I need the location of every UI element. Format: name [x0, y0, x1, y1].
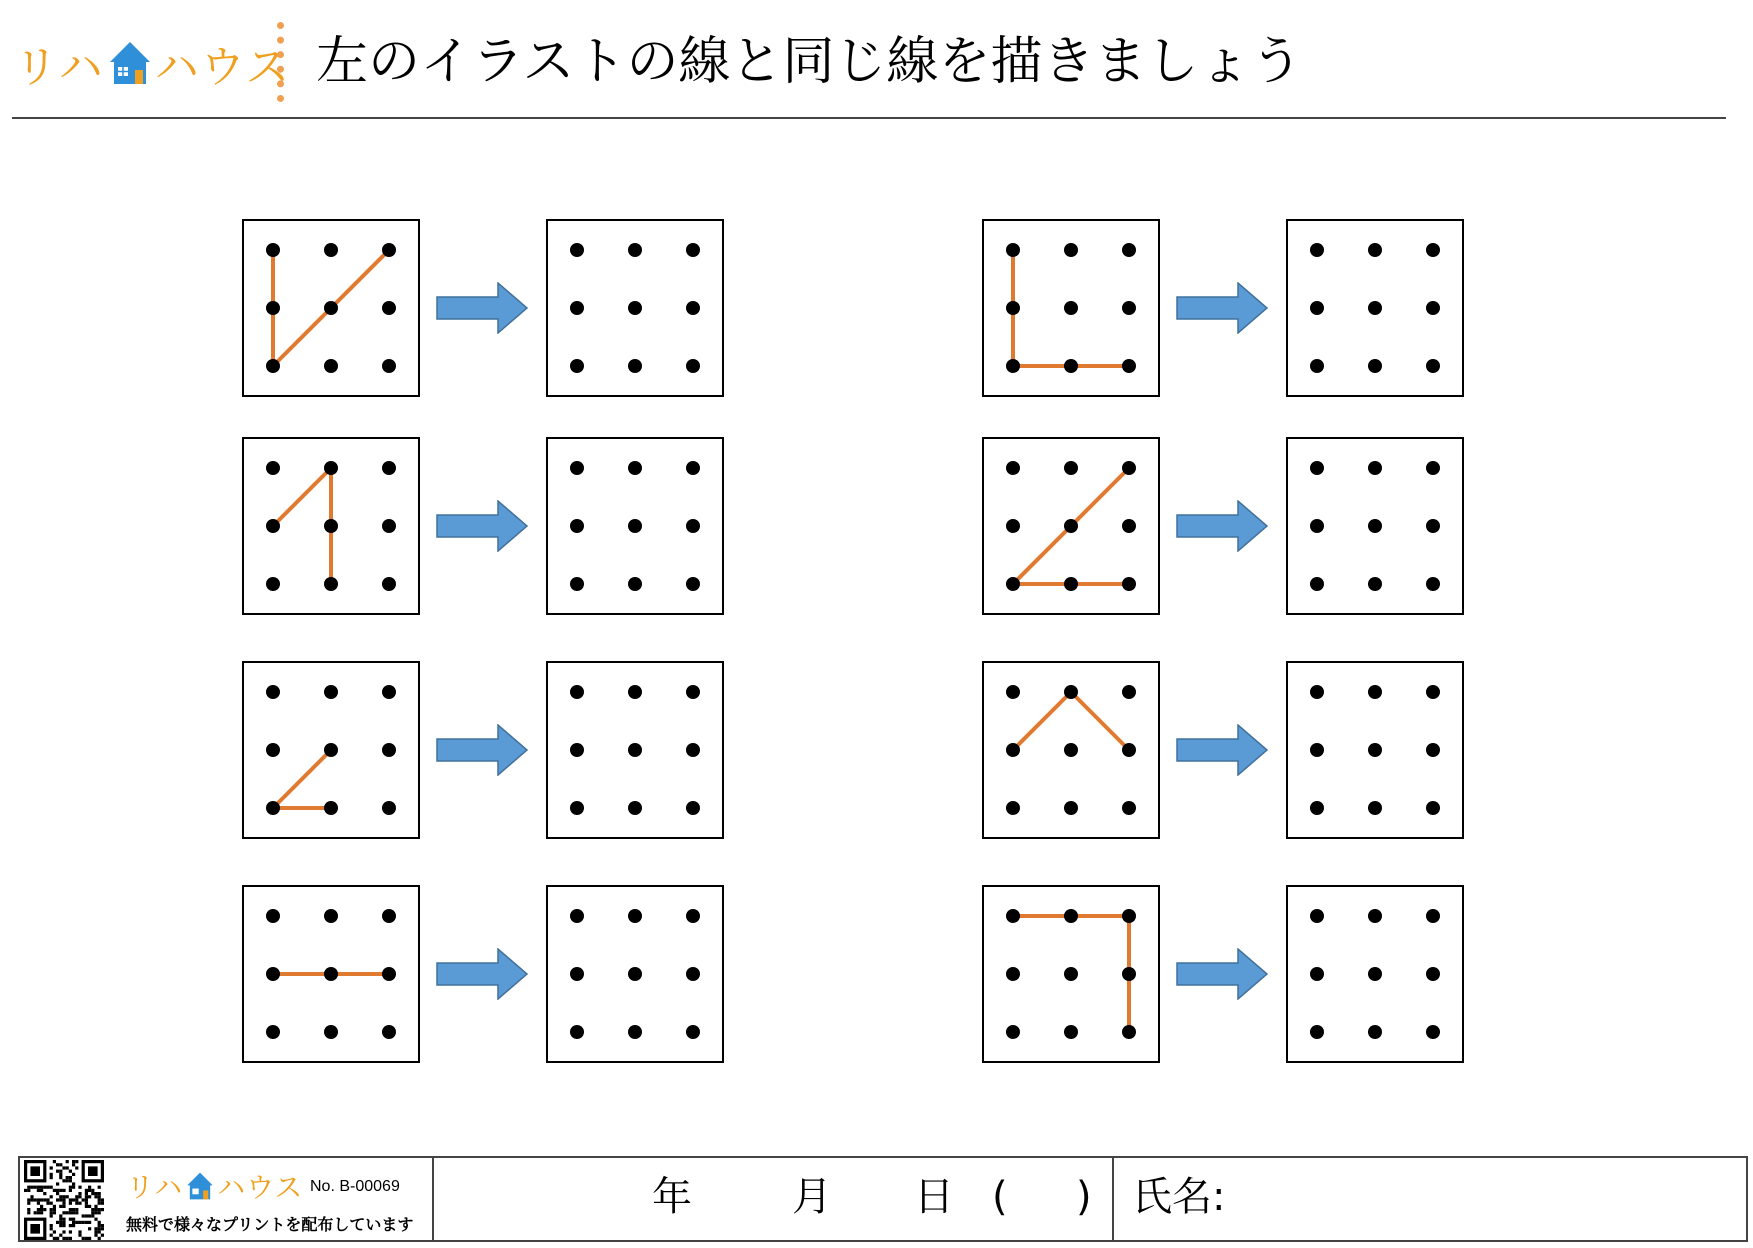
grid-dot [628, 801, 642, 815]
grid-dot [1368, 801, 1382, 815]
grid-dot [324, 909, 338, 923]
grid-dot [1122, 1025, 1136, 1039]
grid-dot [570, 359, 584, 373]
grid-dot [686, 743, 700, 757]
grid-dot [1426, 461, 1440, 475]
grid-dot [686, 685, 700, 699]
grid-dot [1122, 461, 1136, 475]
grid-dot [1064, 519, 1078, 533]
grid-dot [1006, 801, 1020, 815]
practice-grid-6[interactable] [1286, 437, 1464, 615]
grid-dot [570, 577, 584, 591]
grid-dot [1064, 685, 1078, 699]
grid-dot [628, 359, 642, 373]
grid-dot [570, 909, 584, 923]
grid-dot [570, 243, 584, 257]
grid-dot [686, 909, 700, 923]
example-grid-8 [982, 885, 1160, 1063]
grid-dot [1064, 1025, 1078, 1039]
grid-dot [1310, 301, 1324, 315]
grid-dot [628, 967, 642, 981]
grid-dot [1368, 1025, 1382, 1039]
grid-dot [628, 685, 642, 699]
right-arrow-icon [436, 282, 528, 334]
grid-dot [324, 461, 338, 475]
grid-dot [570, 461, 584, 475]
grid-dot [1310, 519, 1324, 533]
grid-dot [266, 967, 280, 981]
right-arrow-icon [1176, 282, 1268, 334]
grid-dot [266, 801, 280, 815]
grid-dot [1122, 359, 1136, 373]
grid-dot [1122, 519, 1136, 533]
right-arrow-icon [1176, 724, 1268, 776]
grid-dot [266, 685, 280, 699]
grid-dot [628, 243, 642, 257]
grid-dot [382, 1025, 396, 1039]
grid-dot [1122, 577, 1136, 591]
grid-dot [1368, 359, 1382, 373]
grid-dot [1310, 801, 1324, 815]
grid-dot [1310, 743, 1324, 757]
grid-dot [570, 1025, 584, 1039]
grid-dot [1368, 243, 1382, 257]
qr-code-icon[interactable] [24, 1160, 118, 1240]
practice-grid-3[interactable] [546, 661, 724, 839]
grid-dot [324, 685, 338, 699]
grid-dot [382, 743, 396, 757]
footer-logo-text-right: ハウス [217, 1171, 304, 1204]
practice-grid-1[interactable] [546, 219, 724, 397]
footer-logo[interactable] [126, 1166, 303, 1206]
grid-dot [1368, 577, 1382, 591]
grid-dot [266, 461, 280, 475]
grid-dot [1006, 577, 1020, 591]
grid-dot [1122, 743, 1136, 757]
grid-dot [1122, 243, 1136, 257]
grid-dot [324, 243, 338, 257]
grid-dot [382, 519, 396, 533]
grid-dot [686, 243, 700, 257]
grid-dot [1006, 743, 1020, 757]
grid-dot [686, 301, 700, 315]
grid-dot [324, 519, 338, 533]
grid-dot [1064, 301, 1078, 315]
grid-dot [1006, 359, 1020, 373]
grid-dot [1368, 301, 1382, 315]
grid-dot [324, 967, 338, 981]
guide-line [1013, 692, 1071, 750]
example-grid-7 [982, 661, 1160, 839]
grid-dot [382, 461, 396, 475]
day-label: 日 [914, 1174, 954, 1220]
grid-dot [628, 1025, 642, 1039]
grid-dot [1122, 685, 1136, 699]
grid-dot [1064, 577, 1078, 591]
grid-dot [1426, 359, 1440, 373]
guide-line [273, 468, 331, 526]
grid-dot [570, 685, 584, 699]
grid-dot [1064, 359, 1078, 373]
grid-dot [1064, 743, 1078, 757]
grid-dot [1368, 743, 1382, 757]
grid-dot [628, 301, 642, 315]
grid-dot [382, 243, 396, 257]
grid-dot [1310, 243, 1324, 257]
example-grid-3 [242, 661, 420, 839]
right-arrow-icon [436, 948, 528, 1000]
grid-dot [324, 1025, 338, 1039]
grid-dot [1426, 577, 1440, 591]
year-label: 年 [652, 1174, 692, 1220]
grid-dot [1006, 301, 1020, 315]
grid-dot [686, 967, 700, 981]
grid-dot [686, 801, 700, 815]
grid-dot [324, 743, 338, 757]
grid-dot [1426, 909, 1440, 923]
grid-dot [382, 685, 396, 699]
grid-dot [382, 801, 396, 815]
grid-dot [1310, 359, 1324, 373]
grid-dot [266, 577, 280, 591]
grid-dot [1006, 1025, 1020, 1039]
right-arrow-icon [436, 500, 528, 552]
grid-dot [1368, 967, 1382, 981]
weekday-close-paren: ) [1076, 1174, 1092, 1220]
grid-dot [686, 577, 700, 591]
grid-dot [324, 359, 338, 373]
grid-dot [266, 909, 280, 923]
grid-dot [1122, 967, 1136, 981]
grid-dot [1006, 909, 1020, 923]
grid-dot [1006, 967, 1020, 981]
grid-dot [570, 801, 584, 815]
grid-dot [1006, 519, 1020, 533]
grid-dot [1426, 967, 1440, 981]
grid-dot [1310, 967, 1324, 981]
grid-dot [324, 577, 338, 591]
date-field [432, 1158, 1114, 1240]
practice-grid-7[interactable] [1286, 661, 1464, 839]
grid-dot [570, 301, 584, 315]
grid-dot [1122, 801, 1136, 815]
grid-dot [1064, 461, 1078, 475]
month-label: 月 [792, 1174, 832, 1220]
grid-dot [1426, 301, 1440, 315]
example-grid-4 [242, 885, 420, 1063]
document-number: No. B-00069 [310, 1178, 400, 1195]
grid-dot [686, 359, 700, 373]
grid-dot [1368, 519, 1382, 533]
grid-dot [628, 743, 642, 757]
example-grid-5 [982, 219, 1160, 397]
grid-dot [1426, 685, 1440, 699]
grid-dot [1426, 519, 1440, 533]
weekday-open-paren: ( [992, 1174, 1008, 1220]
right-arrow-icon [1176, 500, 1268, 552]
footer-branding [20, 1158, 434, 1240]
example-grid-6 [982, 437, 1160, 615]
grid-dot [382, 577, 396, 591]
footer [18, 1156, 1748, 1242]
grid-dot [1426, 243, 1440, 257]
grid-dot [1064, 243, 1078, 257]
grid-dot [324, 801, 338, 815]
grid-dot [1122, 301, 1136, 315]
grid-dot [570, 743, 584, 757]
grid-dot [1368, 461, 1382, 475]
grid-dot [1310, 577, 1324, 591]
grid-dot [1310, 909, 1324, 923]
grid-dot [382, 909, 396, 923]
example-grid-2 [242, 437, 420, 615]
logo-text-left: リハ [14, 42, 105, 93]
grid-dot [1310, 461, 1324, 475]
grid-dot [570, 967, 584, 981]
guide-line [1071, 692, 1129, 750]
grid-dot [1122, 909, 1136, 923]
grid-dot [1368, 685, 1382, 699]
right-arrow-icon [1176, 948, 1268, 1000]
grid-dot [266, 519, 280, 533]
grid-dot [628, 461, 642, 475]
logo-text-right: ハウス [154, 42, 292, 93]
grid-dot [686, 461, 700, 475]
example-grid-1 [242, 219, 420, 397]
grid-dot [382, 301, 396, 315]
grid-dot [1426, 801, 1440, 815]
grid-dot [1426, 743, 1440, 757]
grid-dot [382, 967, 396, 981]
grid-dot [266, 243, 280, 257]
grid-dot [266, 301, 280, 315]
grid-dot [1064, 909, 1078, 923]
page-title: 左のイラストの線と同じ線を描きましょう [316, 32, 1303, 92]
grid-dot [324, 301, 338, 315]
right-arrow-icon [436, 724, 528, 776]
guide-line [273, 750, 331, 808]
practice-grid-8[interactable] [1286, 885, 1464, 1063]
grid-dot [686, 519, 700, 533]
name-label: 氏名: [1132, 1174, 1226, 1220]
grid-dot [1310, 685, 1324, 699]
grid-dot [628, 909, 642, 923]
grid-dot [570, 519, 584, 533]
grid-dot [1006, 461, 1020, 475]
practice-grid-5[interactable] [1286, 219, 1464, 397]
grid-dot [628, 519, 642, 533]
practice-grid-2[interactable] [546, 437, 724, 615]
grid-dot [628, 577, 642, 591]
grid-dot [382, 359, 396, 373]
grid-dot [1426, 1025, 1440, 1039]
grid-dot [1368, 909, 1382, 923]
grid-dot [266, 1025, 280, 1039]
grid-dot [1064, 801, 1078, 815]
footer-tagline: 無料で様々なプリントを配布しています [126, 1215, 414, 1234]
grid-dot [1310, 1025, 1324, 1039]
grid-dot [1006, 685, 1020, 699]
grid-dot [266, 743, 280, 757]
grid-dot [1006, 243, 1020, 257]
practice-grid-4[interactable] [546, 885, 724, 1063]
grid-dot [1064, 967, 1078, 981]
footer-logo-text-left: リハ [126, 1171, 184, 1204]
grid-dot [266, 359, 280, 373]
footer-house-icon [186, 1171, 214, 1201]
grid-dot [686, 1025, 700, 1039]
